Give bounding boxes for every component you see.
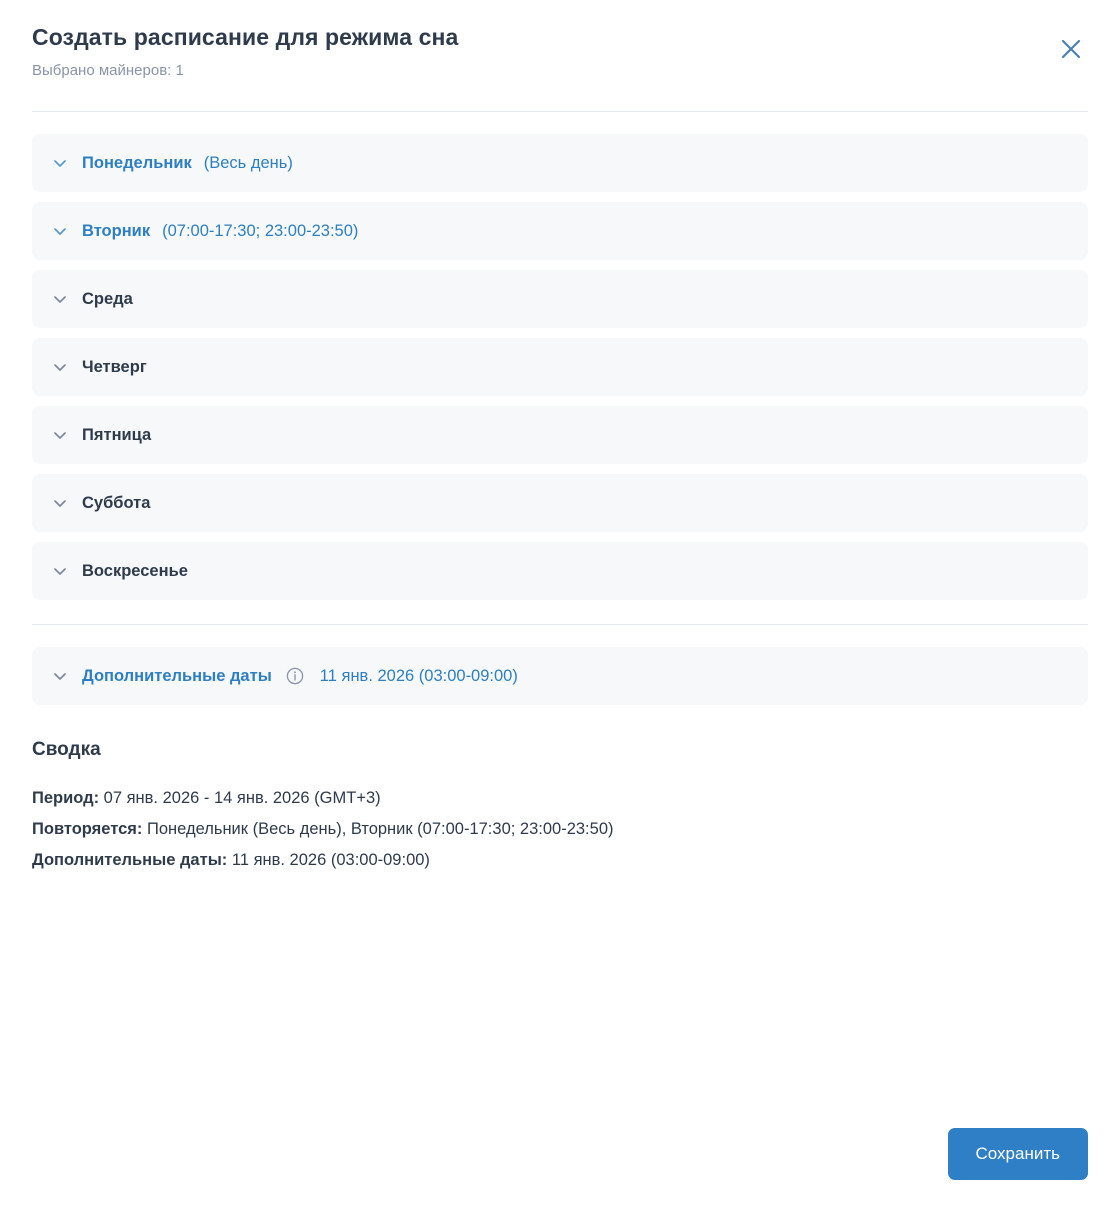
chevron-down-icon — [50, 221, 70, 241]
chevron-down-icon — [50, 425, 70, 445]
day-row-wednesday[interactable] — [32, 270, 1088, 328]
chevron-down-icon — [50, 289, 70, 309]
extra-dates-label: Дополнительные даты — [82, 666, 272, 685]
close-icon[interactable] — [1054, 32, 1088, 66]
save-button[interactable]: Сохранить — [948, 1128, 1088, 1180]
day-name: Вторник — [82, 221, 151, 240]
day-row-monday[interactable] — [32, 134, 1088, 192]
summary-period — [32, 783, 1088, 814]
day-row-saturday[interactable] — [32, 474, 1088, 532]
day-name: Среда — [82, 289, 133, 308]
extra-dates-value: 11 янв. 2026 (03:00-09:00) — [319, 666, 518, 685]
day-name: Пятница — [82, 425, 152, 444]
days-list — [32, 134, 1088, 600]
chevron-down-icon — [50, 666, 70, 686]
day-name: Понедельник — [82, 153, 192, 172]
summary-repeat-value: Понедельник (Весь день), Вторник (07:00-17:30; 23:00-23:50) — [142, 820, 614, 838]
day-row-thursday[interactable] — [32, 338, 1088, 396]
day-row-tuesday[interactable] — [32, 202, 1088, 260]
page-title: Создать расписание для режима сна — [32, 24, 459, 50]
day-hours: (07:00-17:30; 23:00-23:50) — [162, 221, 359, 240]
summary-period-label: Период: — [32, 789, 100, 807]
day-name: Четверг — [82, 357, 147, 376]
summary-title: Сводка — [32, 739, 101, 760]
day-name: Воскресенье — [82, 561, 188, 580]
chevron-down-icon — [50, 153, 70, 173]
chevron-down-icon — [50, 561, 70, 581]
summary-section — [32, 739, 1088, 876]
chevron-down-icon — [50, 493, 70, 513]
summary-period-value: 07 янв. 2026 - 14 янв. 2026 (GMT+3) — [99, 789, 381, 807]
day-row-sunday[interactable] — [32, 542, 1088, 600]
day-hours: (Весь день) — [203, 153, 293, 172]
header-divider — [32, 111, 1088, 112]
selected-miners-count: Выбрано майнеров: 1 — [32, 62, 184, 79]
summary-extra-dates — [32, 845, 1088, 876]
summary-extra-value: 11 янв. 2026 (03:00-09:00) — [227, 851, 430, 869]
dialog-footer — [948, 1128, 1088, 1180]
summary-extra-label: Дополнительные даты: — [32, 851, 228, 869]
day-row-friday[interactable] — [32, 406, 1088, 464]
dialog-header — [32, 18, 1088, 81]
chevron-down-icon — [50, 357, 70, 377]
day-name: Суббота — [82, 493, 151, 512]
extra-dates-row[interactable] — [32, 647, 1088, 705]
summary-repeat-label: Повторяется: — [32, 820, 143, 838]
summary-repeat — [32, 814, 1088, 845]
info-icon[interactable] — [286, 667, 304, 685]
section-divider — [32, 624, 1088, 625]
